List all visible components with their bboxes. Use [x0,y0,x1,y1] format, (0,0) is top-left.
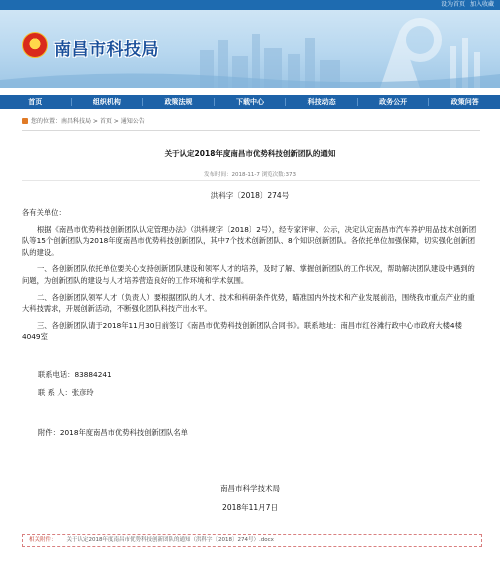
divider [22,180,480,181]
breadcrumb-prefix: 您的位置： [31,118,62,125]
paragraph: 一、各创新团队依托单位要关心支持创新团队建设和领军人才的培养，及时了解、掌握创新团队的工作状况，帮助解决团队建设中遇到的问题，为创新团队的建设与人才培养营造良好的工作环境和学术氛围。 [22,264,475,285]
paragraph: 二、各创新团队领军人才（负责人）要根据团队的人才、技术和科研条件优势，瞄准国内外技术和产业发展前沿，围绕我市重点产业的重大科技需求，开展创新活动，不断强化团队科技产出水平。 [22,292,475,314]
attachment-label: 相关附件： [29,537,57,543]
nav-policy-qa[interactable]: 政策问答 [450,98,479,106]
paragraph: 三、各创新团队请于2018年11月30日前签订《南昌市优势科技创新团队合同书》。联系地址：南昌市红谷滩行政中心市政府大楼4楼4049室 [22,320,462,342]
nav-downloads[interactable]: 下载中心 [236,98,265,106]
document-number: 洪科字〔2018〕274号 [210,191,290,200]
set-homepage-link[interactable]: 设为首页 [441,1,466,8]
site-banner [0,10,500,88]
top-utility-bar [0,0,500,10]
article-body [22,207,478,343]
nav-home[interactable]: 首页 [28,98,43,106]
contact-person: 联 系 人：张彦玲 [38,388,94,397]
salutation: 各有关单位： [22,208,66,217]
signature-date: 2018年11月7日 [222,503,278,512]
nav-organization[interactable]: 组织机构 [92,98,121,106]
main-nav [0,95,500,109]
nav-tech-news[interactable]: 科技动态 [307,98,336,106]
breadcrumb-path[interactable]: 南昌科技局 > 首页 > 通知公告 [61,118,145,125]
article-meta: 发布时间：2018-11-7 浏览次数:373 [203,172,297,178]
home-icon [22,118,28,124]
attachment-box [22,534,482,547]
site-title: 南昌市科技局 [54,40,159,60]
add-favorite-link[interactable]: 加入收藏 [469,1,494,8]
signature-org: 南昌市科学技术局 [220,484,280,493]
nav-policies[interactable]: 政策法规 [164,98,193,106]
attachment-note: 附件：2018年度南昌市优势科技创新团队名单 [38,428,188,437]
national-emblem-icon [22,32,48,58]
divider [22,130,480,131]
article-title: 关于认定2018年度南昌市优势科技创新团队的通知 [164,149,336,158]
nav-gov-affairs[interactable]: 政务公开 [379,98,408,106]
paragraph: 根据《南昌市优势科技创新团队认定管理办法》（洪科规字〔2018〕2号），经专家评审、公示，决定认定南昌市汽车养护用品技术创新团队等15个创新团队为2018年度南昌市优势科技创新团队，其中7个技术创新团队、8个知识创新团队。各依托单位加强保障，切实强化创新团队的建设。 [22,224,477,257]
contact-phone: 联系电话：83884241 [38,370,112,379]
utility-links [438,0,494,10]
breadcrumb [22,118,145,126]
attachment-file-link[interactable]: 关于认定2018年度南昌市优势科技创新团队的通知（洪科字〔2018〕274号）.docx [66,537,274,543]
